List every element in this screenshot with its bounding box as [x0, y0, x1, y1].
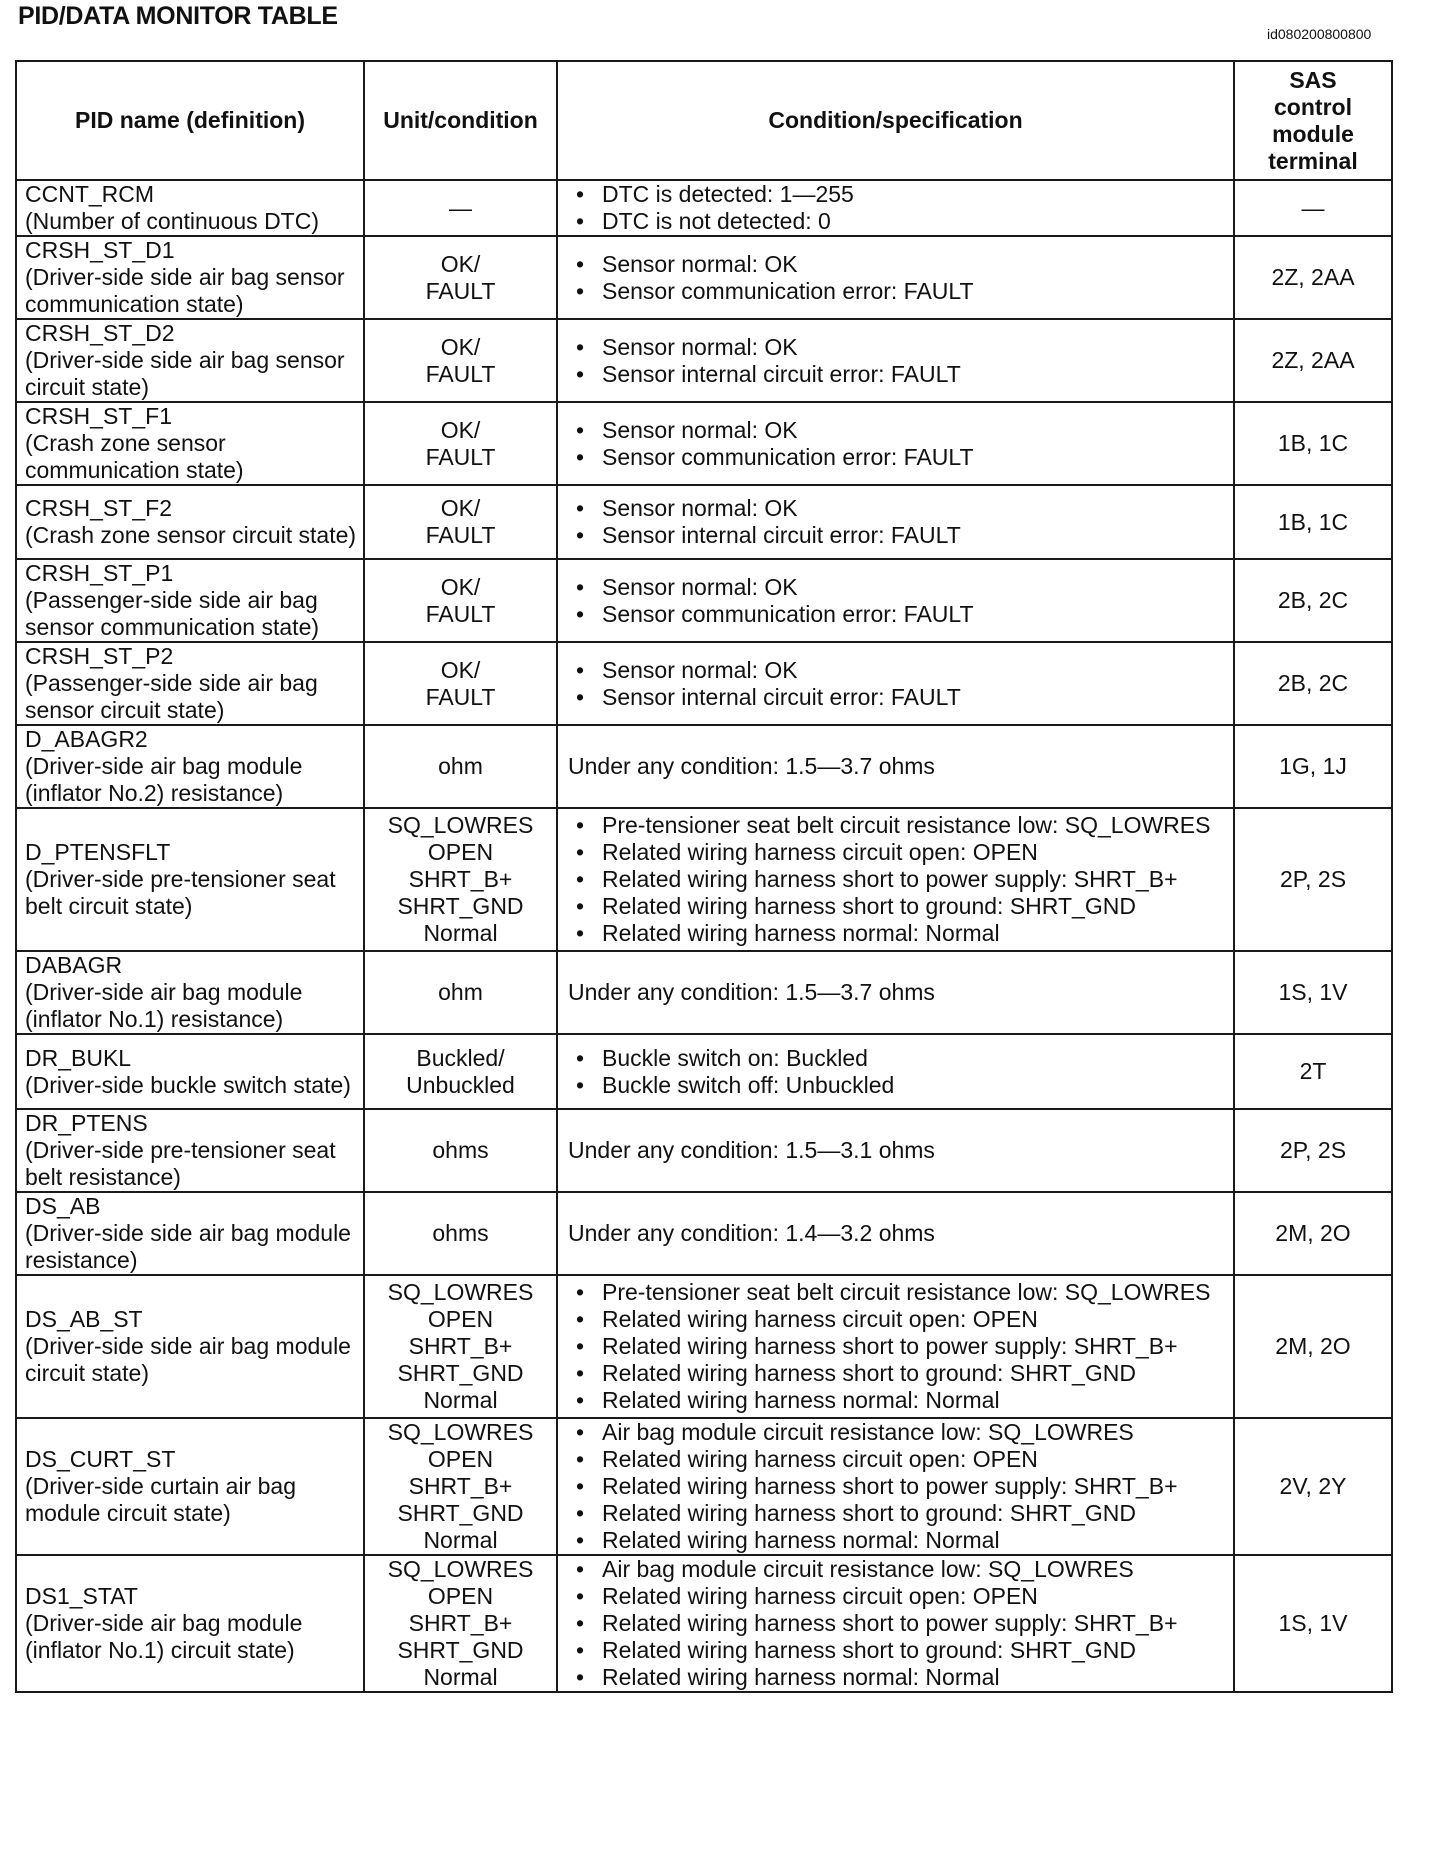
specification-item: • Sensor communication error: FAULT	[568, 278, 1227, 305]
terminal-cell: 1B, 1C	[1234, 402, 1392, 485]
specification-list	[568, 417, 1227, 471]
terminal-cell: 1B, 1C	[1234, 485, 1392, 559]
unit-value: SHRT_B+	[408, 866, 513, 892]
table-row	[16, 951, 1392, 1034]
specification-cell	[557, 1109, 1234, 1192]
specification-text: Under any condition: 1.4—3.2 ohms	[568, 1220, 935, 1246]
unit-value: OPEN	[427, 839, 494, 865]
pid-definition: (Driver-side pre-tensioner seat belt circuit state)	[25, 866, 336, 919]
table-row	[16, 808, 1392, 951]
terminal-cell: 1G, 1J	[1234, 725, 1392, 808]
table-row	[16, 485, 1392, 559]
unit-condition-cell	[364, 808, 557, 951]
specification-cell	[557, 1555, 1234, 1692]
specification-item: • Related wiring harness short to ground: SHRT_GND	[568, 1637, 1227, 1664]
pid-name-cell	[16, 951, 364, 1034]
unit-condition-cell	[364, 402, 557, 485]
unit-value: SHRT_GND	[397, 1500, 524, 1526]
pid-name-cell	[16, 808, 364, 951]
unit-value: SQ_LOWRES	[387, 1419, 534, 1445]
pid-definition: (Crash zone sensor circuit state)	[25, 522, 357, 548]
unit-value: Normal	[423, 920, 498, 946]
specification-item: • Buckle switch off: Unbuckled	[568, 1072, 1227, 1099]
table-row	[16, 236, 1392, 319]
pid-definition: (Driver-side air bag module (inflator No.1) circuit state)	[25, 1610, 303, 1663]
specification-item: • Related wiring harness circuit open: OPEN	[568, 1446, 1227, 1473]
terminal-cell: 2V, 2Y	[1234, 1418, 1392, 1555]
pid-definition: (Driver-side air bag module (inflator No.2) resistance)	[25, 753, 303, 806]
specification-text: Under any condition: 1.5—3.7 ohms	[568, 753, 935, 779]
specification-item: • Air bag module circuit resistance low: SQ_LOWRES	[568, 1419, 1227, 1446]
unit-condition-cell	[364, 1275, 557, 1418]
terminal-cell: —	[1234, 180, 1392, 236]
pid-definition: (Driver-side side air bag module circuit state)	[25, 1333, 351, 1386]
table-row	[16, 559, 1392, 642]
specification-item: • Sensor communication error: FAULT	[568, 444, 1227, 471]
specification-item: • Sensor normal: OK	[568, 657, 1227, 684]
unit-condition-cell	[364, 1034, 557, 1109]
specification-item: • Related wiring harness circuit open: OPEN	[568, 1306, 1227, 1333]
table-row	[16, 725, 1392, 808]
specification-cell	[557, 180, 1234, 236]
table-row	[16, 1109, 1392, 1192]
unit-value: ohm	[438, 753, 483, 779]
pid-name-cell	[16, 1109, 364, 1192]
unit-value: OPEN	[427, 1583, 494, 1609]
specification-cell	[557, 951, 1234, 1034]
pid-name-cell	[16, 1418, 364, 1555]
table-row	[16, 1275, 1392, 1418]
specification-item: • Related wiring harness short to power supply: SHRT_B+	[568, 1333, 1227, 1360]
terminal-cell: 1S, 1V	[1234, 1555, 1392, 1692]
specification-list	[568, 334, 1227, 388]
specification-item: • Related wiring harness short to power supply: SHRT_B+	[568, 866, 1227, 893]
pid-data-monitor-table	[15, 60, 1393, 1693]
unit-value: ohms	[432, 1220, 489, 1246]
specification-item: • Related wiring harness normal: Normal	[568, 1387, 1227, 1414]
specification-item: • Related wiring harness short to power supply: SHRT_B+	[568, 1610, 1227, 1637]
specification-list	[568, 812, 1227, 947]
specification-cell	[557, 725, 1234, 808]
unit-value: FAULT	[425, 522, 496, 548]
column-header-terminal: SAS control module terminal	[1234, 61, 1392, 180]
specification-cell	[557, 1192, 1234, 1275]
terminal-cell: 2M, 2O	[1234, 1275, 1392, 1418]
table-row	[16, 1555, 1392, 1692]
specification-item: • Sensor normal: OK	[568, 251, 1227, 278]
pid-name: CRSH_ST_F2	[25, 495, 172, 521]
specification-cell	[557, 402, 1234, 485]
specification-item: • Related wiring harness short to power supply: SHRT_B+	[568, 1473, 1227, 1500]
specification-item: • Sensor normal: OK	[568, 417, 1227, 444]
unit-value: Normal	[423, 1387, 498, 1413]
unit-value: Normal	[423, 1527, 498, 1553]
specification-list	[568, 574, 1227, 628]
column-header-pid-name: PID name (definition)	[16, 61, 364, 180]
pid-definition: (Number of continuous DTC)	[25, 208, 319, 234]
pid-name-cell	[16, 1034, 364, 1109]
column-header-condition-specification: Condition/specification	[557, 61, 1234, 180]
unit-value: OK/	[440, 333, 481, 360]
specification-cell	[557, 808, 1234, 951]
unit-value: FAULT	[425, 443, 496, 470]
unit-value: OK/	[440, 250, 481, 277]
table-row	[16, 1418, 1392, 1555]
unit-condition-cell	[364, 319, 557, 402]
unit-value: SQ_LOWRES	[387, 1279, 534, 1305]
pid-name: CRSH_ST_D1	[25, 237, 175, 263]
specification-item: • Sensor internal circuit error: FAULT	[568, 684, 1227, 711]
unit-value: OPEN	[427, 1306, 494, 1332]
table-row	[16, 180, 1392, 236]
specification-item: • Buckle switch on: Buckled	[568, 1045, 1227, 1072]
pid-name-cell	[16, 1275, 364, 1418]
pid-name: DS_AB_ST	[25, 1306, 143, 1332]
unit-value: OK/	[440, 495, 481, 521]
pid-definition: (Driver-side side air bag sensor communication state)	[25, 264, 345, 317]
unit-condition-cell	[364, 642, 557, 725]
pid-name-cell	[16, 319, 364, 402]
table-header-row	[16, 61, 1392, 180]
unit-value: FAULT	[425, 360, 496, 387]
specification-list	[568, 1419, 1227, 1554]
unit-value: OK/	[440, 416, 481, 443]
terminal-cell: 1S, 1V	[1234, 951, 1392, 1034]
pid-name-cell	[16, 559, 364, 642]
unit-condition-cell	[364, 725, 557, 808]
pid-name: DS1_STAT	[25, 1583, 138, 1609]
unit-condition-cell	[364, 180, 557, 236]
unit-value: SQ_LOWRES	[387, 812, 534, 838]
terminal-cell: 2M, 2O	[1234, 1192, 1392, 1275]
unit-value: SHRT_B+	[408, 1473, 513, 1499]
specification-list	[568, 1279, 1227, 1414]
specification-list	[568, 657, 1227, 711]
specification-item: • Pre-tensioner seat belt circuit resistance low: SQ_LOWRES	[568, 812, 1227, 839]
pid-name-cell	[16, 402, 364, 485]
unit-condition-cell	[364, 559, 557, 642]
unit-value: OK/	[440, 656, 481, 683]
pid-name: DR_PTENS	[25, 1110, 148, 1136]
specification-cell	[557, 559, 1234, 642]
unit-value: —	[449, 194, 472, 221]
specification-item: • Pre-tensioner seat belt circuit resistance low: SQ_LOWRES	[568, 1279, 1227, 1306]
unit-value: FAULT	[425, 683, 496, 710]
unit-value: SHRT_B+	[408, 1333, 513, 1359]
specification-list	[568, 181, 1227, 235]
unit-value: FAULT	[425, 600, 496, 627]
specification-item: • Related wiring harness normal: Normal	[568, 920, 1227, 947]
table-row	[16, 1034, 1392, 1109]
pid-name: D_ABAGR2	[25, 726, 148, 752]
specification-text: Under any condition: 1.5—3.7 ohms	[568, 979, 935, 1005]
specification-cell	[557, 642, 1234, 725]
unit-value: SHRT_B+	[408, 1610, 513, 1636]
pid-name-cell	[16, 642, 364, 725]
unit-value: SHRT_GND	[397, 1637, 524, 1663]
page-title: PID/DATA MONITOR TABLE	[18, 2, 338, 30]
table-row	[16, 1192, 1392, 1275]
terminal-cell: 2B, 2C	[1234, 559, 1392, 642]
pid-name: CRSH_ST_D2	[25, 320, 175, 346]
specification-item: • Sensor internal circuit error: FAULT	[568, 361, 1227, 388]
specification-list	[568, 251, 1227, 305]
unit-value: ohm	[438, 979, 483, 1005]
terminal-cell: 2Z, 2AA	[1234, 236, 1392, 319]
pid-name: DS_CURT_ST	[25, 1446, 176, 1472]
terminal-cell: 2B, 2C	[1234, 642, 1392, 725]
terminal-cell: 2P, 2S	[1234, 1109, 1392, 1192]
specification-list	[568, 1556, 1227, 1691]
specification-list	[568, 495, 1227, 549]
specification-cell	[557, 1275, 1234, 1418]
unit-condition-cell	[364, 485, 557, 559]
unit-condition-cell	[364, 951, 557, 1034]
document-id: id080200800800	[1267, 26, 1372, 42]
specification-text: Under any condition: 1.5—3.1 ohms	[568, 1137, 935, 1163]
pid-name-cell	[16, 236, 364, 319]
pid-name-cell	[16, 1555, 364, 1692]
pid-name: DABAGR	[25, 952, 123, 978]
pid-definition: (Driver-side pre-tensioner seat belt resistance)	[25, 1137, 336, 1190]
specification-item: • DTC is detected: 1—255	[568, 181, 1227, 208]
unit-value: SHRT_GND	[397, 893, 524, 919]
specification-item: • Sensor communication error: FAULT	[568, 601, 1227, 628]
table-row	[16, 319, 1392, 402]
specification-item: • Related wiring harness short to ground: SHRT_GND	[568, 1360, 1227, 1387]
pid-name-cell	[16, 1192, 364, 1275]
pid-name: CRSH_ST_F1	[25, 403, 172, 429]
table-row	[16, 402, 1392, 485]
unit-condition-cell	[364, 1192, 557, 1275]
column-header-unit-condition: Unit/condition	[364, 61, 557, 180]
table-body	[16, 180, 1392, 1692]
unit-value: Buckled/	[416, 1044, 505, 1071]
specification-item: • Related wiring harness short to ground: SHRT_GND	[568, 893, 1227, 920]
unit-value: FAULT	[425, 277, 496, 304]
unit-condition-cell	[364, 1418, 557, 1555]
specification-cell	[557, 485, 1234, 559]
pid-name: DR_BUKL	[25, 1044, 132, 1071]
specification-item: • Related wiring harness short to ground: SHRT_GND	[568, 1500, 1227, 1527]
pid-definition: (Passenger-side side air bag sensor circuit state)	[25, 670, 318, 723]
pid-definition: (Crash zone sensor communication state)	[25, 430, 244, 483]
table-row	[16, 642, 1392, 725]
pid-definition: (Driver-side side air bag module resistance)	[25, 1220, 351, 1273]
unit-value: OPEN	[427, 1446, 494, 1472]
pid-definition: (Driver-side side air bag sensor circuit state)	[25, 347, 345, 400]
specification-item: • Sensor internal circuit error: FAULT	[568, 522, 1227, 549]
specification-cell	[557, 236, 1234, 319]
terminal-cell: 2T	[1234, 1034, 1392, 1109]
unit-value: ohms	[432, 1137, 489, 1163]
specification-item: • Related wiring harness normal: Normal	[568, 1664, 1227, 1691]
specification-item: • DTC is not detected: 0	[568, 208, 1227, 235]
specification-item: • Sensor normal: OK	[568, 334, 1227, 361]
pid-name: CRSH_ST_P2	[25, 643, 174, 669]
specification-cell	[557, 319, 1234, 402]
pid-name: D_PTENSFLT	[25, 839, 171, 865]
specification-item: • Related wiring harness circuit open: OPEN	[568, 1583, 1227, 1610]
pid-definition: (Driver-side buckle switch state)	[25, 1071, 351, 1098]
specification-item: • Sensor normal: OK	[568, 495, 1227, 522]
pid-name: CCNT_RCM	[25, 181, 155, 207]
unit-value: Normal	[423, 1664, 498, 1690]
specification-cell	[557, 1034, 1234, 1109]
unit-value: OK/	[440, 573, 481, 600]
unit-condition-cell	[364, 236, 557, 319]
pid-definition: (Driver-side air bag module (inflator No.1) resistance)	[25, 979, 303, 1032]
terminal-cell: 2Z, 2AA	[1234, 319, 1392, 402]
unit-value: SQ_LOWRES	[387, 1556, 534, 1582]
terminal-cell: 2P, 2S	[1234, 808, 1392, 951]
pid-name-cell	[16, 180, 364, 236]
specification-cell	[557, 1418, 1234, 1555]
pid-definition: (Passenger-side side air bag sensor communication state)	[25, 587, 320, 640]
unit-condition-cell	[364, 1555, 557, 1692]
pid-name: CRSH_ST_P1	[25, 560, 174, 586]
pid-name-cell	[16, 485, 364, 559]
pid-name: DS_AB	[25, 1193, 101, 1219]
pid-name-cell	[16, 725, 364, 808]
unit-condition-cell	[364, 1109, 557, 1192]
specification-item: • Related wiring harness normal: Normal	[568, 1527, 1227, 1554]
unit-value: Unbuckled	[406, 1071, 515, 1098]
specification-item: • Air bag module circuit resistance low: SQ_LOWRES	[568, 1556, 1227, 1583]
pid-definition: (Driver-side curtain air bag module circuit state)	[25, 1473, 296, 1526]
unit-value: SHRT_GND	[397, 1360, 524, 1386]
specification-item: • Related wiring harness circuit open: OPEN	[568, 839, 1227, 866]
specification-item: • Sensor normal: OK	[568, 574, 1227, 601]
specification-list	[568, 1045, 1227, 1099]
